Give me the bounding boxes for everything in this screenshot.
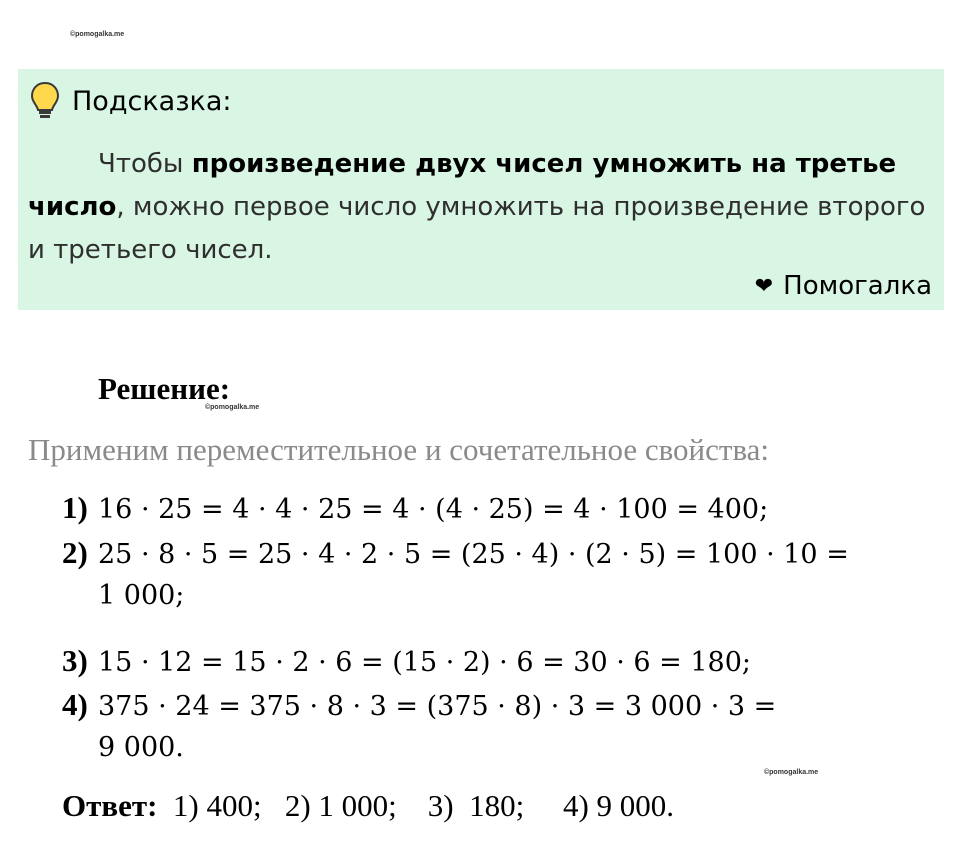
solution-item bbox=[62, 687, 776, 723]
watermark: ©pomogalka.me bbox=[70, 31, 125, 38]
item-continuation: 1 000; bbox=[98, 580, 185, 611]
hint-rest: , можно первое число умножить на произведение второго и третьего чисел. bbox=[28, 192, 926, 265]
answer bbox=[62, 788, 674, 824]
answer-text: 1) 400; 2) 1 000; 3) 180; 4) 9 000. bbox=[157, 788, 675, 823]
solution-title: Решение: bbox=[98, 371, 231, 406]
solution-item bbox=[62, 643, 751, 679]
brand bbox=[755, 271, 932, 301]
hint-bold: произведение двух чисел умножить на третье число bbox=[28, 149, 897, 222]
hint-box bbox=[18, 69, 944, 310]
item-expression: 15 · 12 = 15 · 2 · 6 = (15 · 2) · 6 = 30 · 6 = 180; bbox=[98, 647, 752, 678]
item-expression: 375 · 24 = 375 · 8 · 3 = (375 · 8) · 3 = 3 000 · 3 = bbox=[98, 691, 777, 722]
solution-item bbox=[62, 490, 768, 526]
item-number: 3) bbox=[62, 643, 88, 678]
item-expression: 16 · 25 = 4 · 4 · 25 = 4 · (4 · 25) = 4 · 100 = 400; bbox=[98, 494, 769, 525]
hint-header bbox=[30, 81, 232, 121]
watermark: ©pomogalka.me bbox=[205, 404, 260, 411]
solution-intro: Применим переместительное и сочетательное свойства: bbox=[28, 432, 770, 467]
hint-prefix: Чтобы bbox=[98, 149, 192, 179]
item-number: 4) bbox=[62, 687, 88, 722]
item-continuation: 9 000. bbox=[98, 732, 184, 763]
hint-text bbox=[28, 143, 928, 272]
item-number: 1) bbox=[62, 490, 88, 525]
brand-name: Помогалка bbox=[783, 271, 932, 301]
watermark: ©pomogalka.me bbox=[764, 769, 819, 776]
heart-icon: ❤ bbox=[754, 273, 774, 299]
item-number: 2) bbox=[62, 535, 88, 570]
lightbulb-icon bbox=[30, 81, 60, 121]
solution-item bbox=[62, 535, 849, 571]
answer-label: Ответ: bbox=[62, 788, 158, 823]
item-expression: 25 · 8 · 5 = 25 · 4 · 2 · 5 = (25 · 4) · (2 · 5) = 100 · 10 = bbox=[98, 539, 849, 570]
hint-title: Подсказка: bbox=[72, 85, 232, 117]
